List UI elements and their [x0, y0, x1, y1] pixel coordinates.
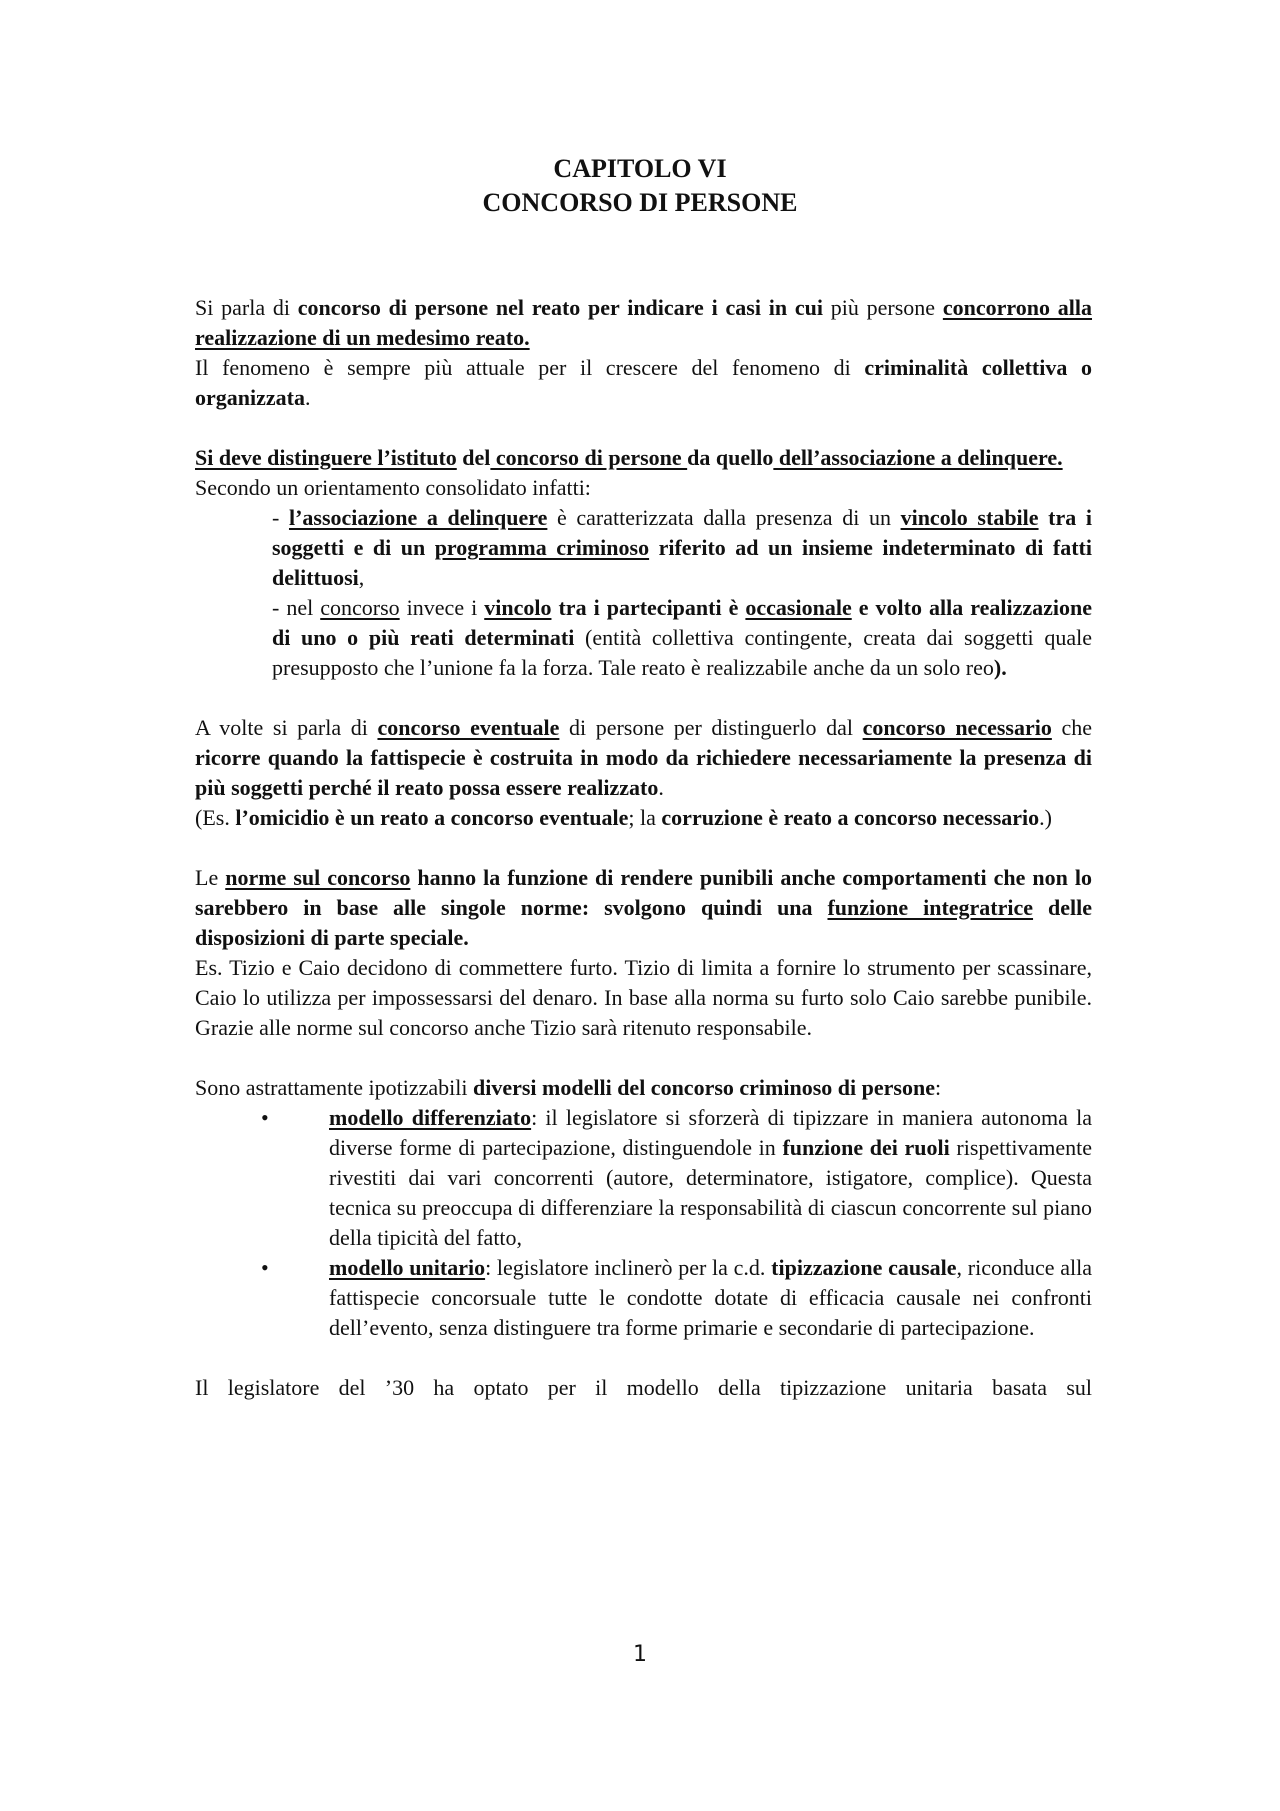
bold-text: e volto alla realizzazione di uno o più reati determinati [272, 595, 1092, 650]
underlined-bold-text: programma criminoso [434, 535, 650, 560]
bold-text: delle disposizioni di parte speciale. [195, 895, 1092, 950]
text: : legislatore inclinerò per la c.d. [485, 1255, 772, 1280]
chapter-title: CONCORSO DI PERSONE [482, 188, 798, 217]
bold-text: del [456, 445, 491, 470]
paragraph-definition [195, 293, 1092, 353]
paragraph-models [195, 1073, 1092, 1103]
bold-text: da quello [687, 445, 774, 470]
text: Si parla di [195, 295, 298, 320]
text: , [358, 565, 365, 590]
page-number: 1 [633, 1642, 647, 1667]
text: A volte si parla di [195, 715, 378, 740]
paragraph-tizio-caio [195, 953, 1092, 1043]
underlined-bold-text: concorso eventuale [377, 715, 560, 740]
underlined-text: concorso [320, 595, 400, 620]
text: : il legislatore si sforzerà di tipizzare in maniera autonoma la diverse forme di partecipazione, distinguendole in [329, 1105, 1092, 1160]
underlined-bold-text: funzione integratrice [827, 895, 1034, 920]
bullet-icon: • [261, 1105, 269, 1130]
dash-item-association [272, 503, 1092, 593]
text: Es. Tizio e Caio decidono di commettere furto. Tizio di limita a fornire lo strumento per scassinare, Caio lo utilizza per impossessarsi del denaro. In base alla norma su furto solo Caio sarebbe punibile. Grazie alle norme sul concorso anche Tizio sarà ritenuto responsabile. [195, 955, 1092, 1040]
underlined-bold-text: vincolo stabile [900, 505, 1039, 530]
text: , riconduce alla fattispecie concorsuale tutte le condotte dotate di efficacia causale nei confronti dell’evento, senza distinguere tra forme primarie e secondarie di partecipazione. [329, 1255, 1092, 1340]
text: Secondo un orientamento consolidato infatti: [195, 475, 591, 500]
paragraph-distinction [195, 443, 1092, 473]
bold-text: ). [993, 655, 1007, 680]
bold-text: tipizzazione causale [771, 1255, 957, 1280]
text: : [934, 1075, 942, 1100]
underlined-bold-text: concorso necessario [862, 715, 1052, 740]
document-body [195, 293, 1092, 1403]
bold-text: hanno la funzione di rendere punibili anche comportamenti che non lo sarebbero in base alle singole norme: svolgono quindi una [195, 865, 1092, 920]
bold-text: l’omicidio è un reato a concorso eventuale [235, 805, 629, 830]
bold-text: riferito ad un insieme indeterminato di fatti delittuosi [272, 535, 1092, 590]
models-list [195, 1103, 1092, 1343]
text: rispettivamente rivestiti dai vari concorrenti (autore, determinatore, istigatore, complice). Questa tecnica su preoccupa di differenziare la responsabilità di ciascun concorrente sul piano della tipicità del fatto, [329, 1135, 1092, 1250]
text: - nel [272, 595, 321, 620]
chapter-heading [0, 152, 1280, 220]
text: (Es. [195, 805, 236, 830]
text: più persone [822, 295, 943, 320]
bold-text: tra i soggetti e di un [272, 505, 1093, 560]
bold-text: diversi modelli del concorso criminoso di persone [472, 1075, 935, 1100]
bold-text: corruzione è reato a concorso necessario [661, 805, 1040, 830]
text: Sono astrattamente ipotizzabili [195, 1075, 473, 1100]
underlined-bold-text: norme sul concorso [225, 865, 411, 890]
underlined-bold-text: vincolo [484, 595, 552, 620]
underlined-bold-text: concorrono alla realizzazione di un medesimo reato. [195, 295, 1093, 350]
text: Le [195, 865, 226, 890]
paragraph-norms [195, 863, 1092, 953]
paragraph-orientation [195, 473, 1092, 503]
text: di persone per distinguerlo dal [559, 715, 863, 740]
bold-text: criminalità collettiva o organizzata [195, 355, 1092, 410]
list-item-differentiated-model [195, 1103, 1092, 1253]
paragraph-phenomenon [195, 353, 1092, 413]
text: - [272, 505, 289, 530]
text: Il legislatore del ’30 ha optato per il modello della tipizzazione unitaria basata sul [195, 1375, 1092, 1400]
dash-list [195, 503, 1092, 683]
dash-item-concorso [272, 593, 1092, 683]
paragraph-examples [195, 803, 1092, 833]
underlined-bold-text: modello differenziato [329, 1105, 532, 1130]
text: è caratterizzata dalla presenza di un [547, 505, 901, 530]
text: .) [1039, 805, 1052, 830]
list-item-unitary-model [195, 1253, 1092, 1343]
text: (entità collettiva contingente, creata dai soggetti quale presupposto che l’unione fa la forza. Tale reato è realizzabile anche da un solo reo [272, 625, 1092, 680]
bold-text: ricorre quando la fattispecie è costruita in modo da richiedere necessariamente la presenza di più soggetti perché il reato possa essere realizzato [195, 745, 1092, 800]
paragraph-legislator-30 [195, 1373, 1092, 1403]
underlined-bold-text: concorso di persone [490, 445, 688, 470]
underlined-bold-text: occasionale [745, 595, 852, 620]
underlined-bold-text: modello unitario [329, 1255, 486, 1280]
bold-text: tra i partecipanti è [551, 595, 746, 620]
text: invece i [399, 595, 485, 620]
underlined-bold-text: dell’associazione a delinquere. [773, 445, 1063, 470]
text: . [658, 775, 664, 800]
text: . [304, 385, 311, 410]
paragraph-eventual-necessary [195, 713, 1092, 803]
text: Il fenomeno è sempre più attuale per il crescere del fenomeno di [195, 355, 865, 380]
bold-text: concorso di persone nel reato per indicare i casi in cui [297, 295, 823, 320]
bullet-icon: • [261, 1255, 269, 1280]
underlined-bold-text: l’associazione a delinquere [288, 505, 548, 530]
chapter-number: CAPITOLO VI [553, 154, 727, 183]
bold-text: funzione dei ruoli [782, 1135, 950, 1160]
text: ; la [628, 805, 662, 830]
text: che [1051, 715, 1092, 740]
underlined-bold-text: Si deve distinguere l’istituto [195, 445, 457, 470]
